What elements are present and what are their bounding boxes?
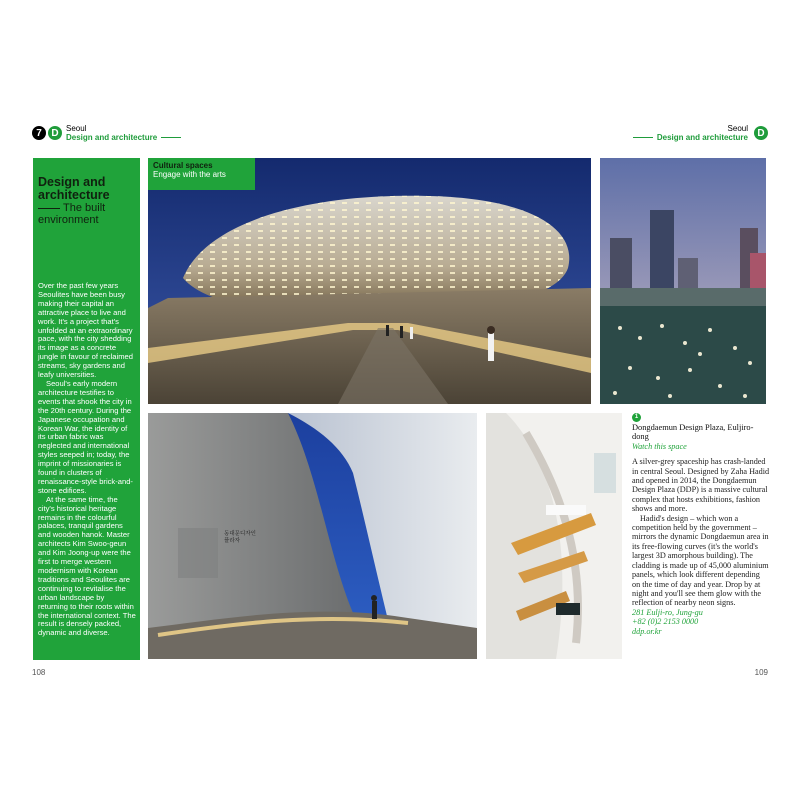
entry-website[interactable]: ddp.or.kr [632,626,662,636]
header-city: Seoul [727,124,748,133]
running-header-right [633,122,768,144]
chapter-number-badge: 7 [32,126,46,140]
entry-number-badge: 1 [632,413,641,422]
intro-paragraph: Over the past few years Seoulites have been busy making their capital an attractive place to live and work. It's a project that's unfolded at an extraordinary pace, with the city shedding its image as a concrete jungle in favour of reclaimed streams, sky gardens and leafy universities. [38,281,133,380]
header-section: Design and architecture [656,133,748,142]
ddp-wall-photo [148,413,477,659]
ddp-exterior-photo [148,158,591,404]
entry-phone: +82 (0)2 2153 0000 [632,617,699,627]
city-towers-photo [600,158,766,404]
page-number-left: 108 [32,668,46,677]
entry-address: 281 Eulji-ro, Jung-gu [632,607,703,617]
header-rule [633,137,653,138]
building-signage: 동대문디자인플라자 [224,531,256,544]
caption-subtitle: Engage with the arts [153,170,226,179]
header-rule [161,137,181,138]
subtitle-dash [38,208,60,209]
intro-paragraph: At the same time, the city's historical heritage remains in the colourful palaces, tranquil gardens and wooden hanok. Master architects Kim Swoo-geun and Kim Joong-up were the first to merge western modernism with Korean traditions and Seoulites are continuing to revitalise the urban landscape by returning to their roots within the international context. The result is densely packed, dynamic and diverse. [38,494,136,638]
intro-panel [33,158,140,660]
section-letter-badge: D [48,126,62,140]
entry-paragraph: A silver-grey spaceship has crash-landed in central Seoul. Designed by Zaha Hadid and opened in 2014, the Dongdaemun Design Plaza (DDP) is a massive cultural complex that hosts exhibitions, fashion shows and more. [632,457,770,514]
entry-article [632,413,770,636]
header-section: Design and architecture [66,133,158,142]
intro-subtitle-cont: environment [38,214,99,226]
entry-title: Dongdaemun Design Plaza, Euljiro-dong [632,423,754,442]
running-header-left [32,122,181,144]
intro-paragraph: Seoul's early modern architecture testifies to events that shook the city in the 20th century. During the Japanese occupation and Korean War, the identity of its urban fabric was neglected and international styles seeped in; today, the imprint of missionaries is found in clusters of renaissance-style brick-and-stone edifices. [38,378,133,495]
intro-title: Design and architecture [38,175,110,202]
page-number-right: 109 [754,668,768,677]
section-letter-badge: D [754,126,768,140]
entry-paragraph: Hadid's design – which won a competition held by the government – mirrors the dynamic Dongdaemun area in its free-flowing curves (it's the world's largest 3D amorphous building). The cladding is made up of 45,000 aluminium panels, which look different depending on the time of day and year. Drop by at night and you'll see them glow with the reflection of nearby neon signs. [632,513,769,608]
entry-tagline: Watch this space [632,441,687,451]
caption-title: Cultural spaces [153,161,213,170]
header-city: Seoul [66,124,87,133]
caption-box [148,158,255,190]
intro-subtitle: The built [63,202,106,214]
ddp-interior-stair-photo [486,413,622,659]
intro-body [38,282,136,638]
